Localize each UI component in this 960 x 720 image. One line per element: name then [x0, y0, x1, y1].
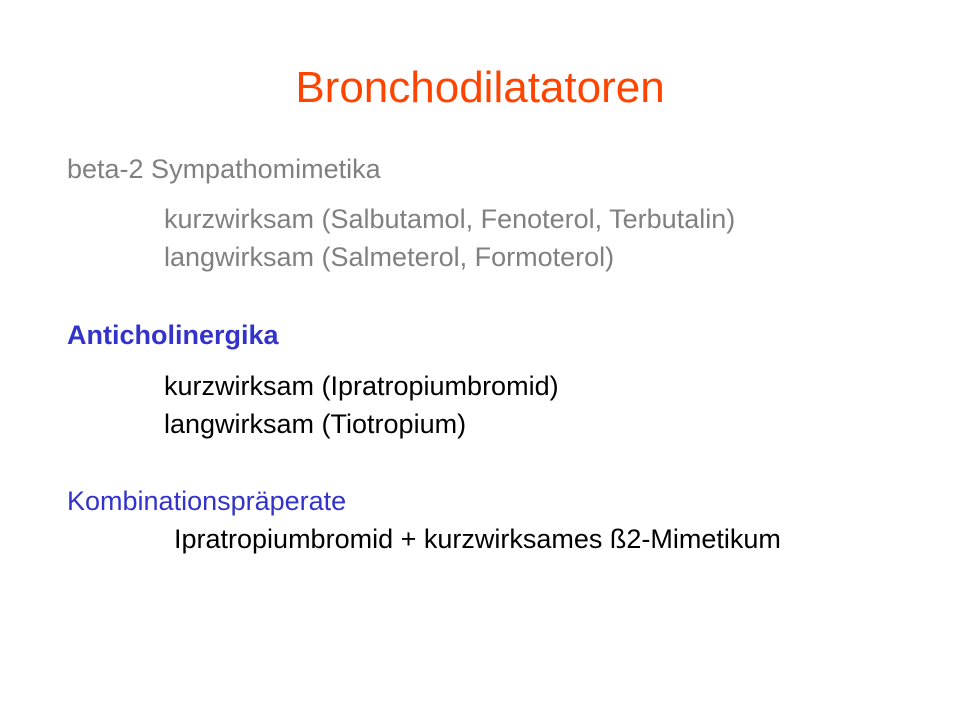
section-heading-beta2: beta-2 Sympathomimetika — [67, 154, 381, 184]
slide-title: Bronchodilatatoren — [295, 63, 665, 112]
list-item-long-acting-anticholinergic: langwirksam (Tiotropium) — [164, 409, 467, 439]
list-item-long-acting-beta2: langwirksam (Salmeterol, Formoterol) — [164, 242, 615, 272]
list-item-short-acting-beta2: kurzwirksam (Salbutamol, Fenoterol, Terbutalin) — [164, 204, 736, 234]
list-item-short-acting-anticholinergic: kurzwirksam (Ipratropiumbromid) — [164, 371, 559, 401]
section-heading-anticholinergics: Anticholinergika — [67, 320, 279, 350]
list-item-combination: Ipratropiumbromid + kurzwirksames ß2-Mimetikum — [174, 524, 781, 554]
section-heading-combinations: Kombinationspräperate — [67, 486, 347, 516]
